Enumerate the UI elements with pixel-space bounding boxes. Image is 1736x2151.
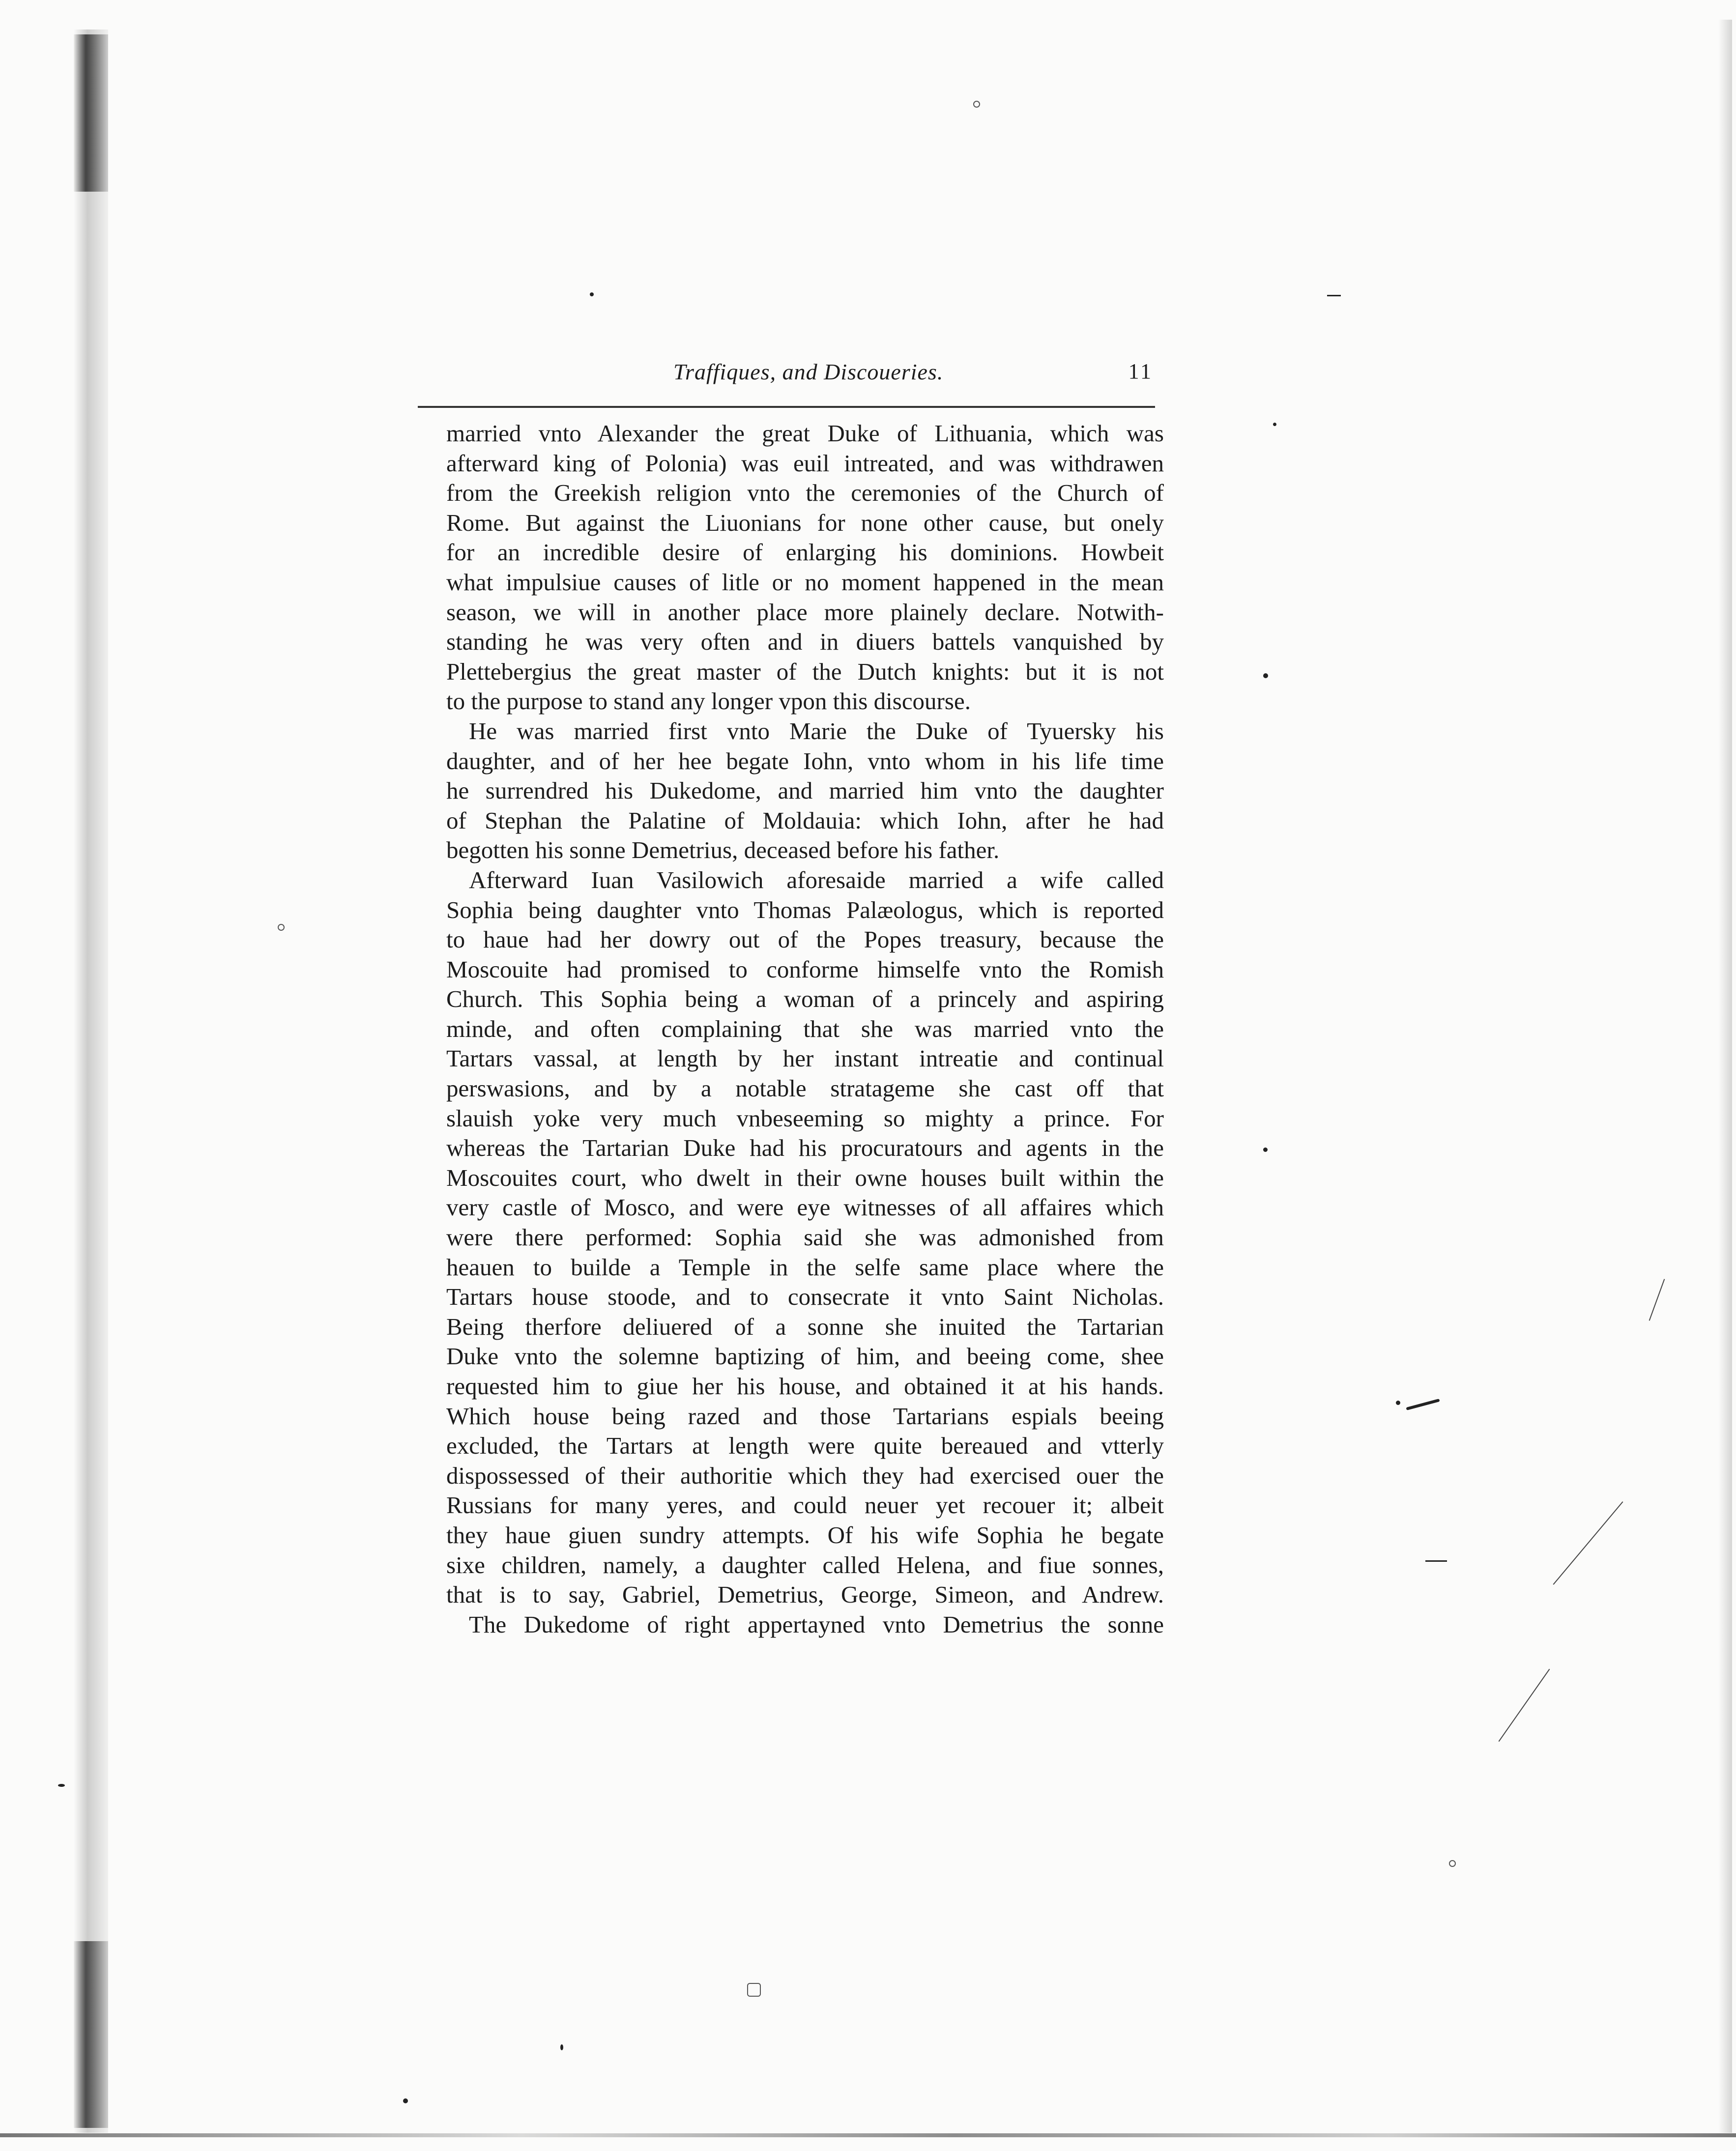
text-line: Moscouite had promised to conforme himselfe vnto the Romish <box>446 955 1164 983</box>
speck <box>1327 295 1341 296</box>
paragraph-3 <box>446 865 1164 1610</box>
text-line: Tartars vassal, at length by her instant intreatie and continual <box>446 1045 1164 1072</box>
speck <box>1499 1669 1550 1742</box>
text-line: that is to say, Gabriel, Demetrius, George, Simeon, and Andrew. <box>446 1581 1164 1608</box>
speck <box>1649 1279 1665 1320</box>
text-line: were there performed: Sophia said she was admonished from <box>446 1224 1164 1251</box>
text-line: they haue giuen sundry attempts. Of his wife Sophia he begate <box>446 1521 1164 1549</box>
text-line: minde, and often complaining that she was married vnto the <box>446 1015 1164 1042</box>
speck <box>1273 423 1276 426</box>
paragraph-2 <box>446 717 1164 865</box>
text-line: Duke vnto the solemne baptizing of him, and beeing come, shee <box>446 1343 1164 1370</box>
speck <box>1263 673 1268 678</box>
speck <box>747 1983 761 1997</box>
speck <box>403 2098 408 2103</box>
text-line: for an incredible desire of enlarging his dominions. Howbeit <box>446 539 1164 566</box>
text-line: The Dukedome of right appertayned vnto Demetrius the sonne <box>469 1610 1164 1638</box>
text-line: slauish yoke very much vnbeseeming so mighty a prince. For <box>446 1104 1164 1132</box>
text-line: what impulsiue causes of litle or no moment happened in the mean <box>446 568 1164 596</box>
text-line: He was married first vnto Marie the Duke of Tyuersky his <box>469 717 1164 745</box>
text-line: from the Greekish religion vnto the ceremonies of the Church of <box>446 479 1164 507</box>
speck <box>1425 1560 1447 1562</box>
speck <box>1396 1401 1400 1405</box>
text-line: Plettebergius the great master of the Dutch knights: but it is not <box>446 658 1164 685</box>
text-line: to haue had her dowry out of the Popes treasury, because the <box>446 926 1164 953</box>
speck <box>278 924 285 931</box>
text-line: season, we will in another place more plainely declare. Notwith- <box>446 598 1164 626</box>
speck <box>590 292 594 296</box>
right-page-edge <box>1718 20 1732 2133</box>
header-rule <box>418 406 1155 408</box>
running-head: Traffiques, and Discoueries. <box>673 359 944 384</box>
text-line: Rome. But against the Liuonians for none other cause, but onely <box>446 509 1164 536</box>
text-line: begotten his sonne Demetrius, deceased before his father. <box>446 836 1000 864</box>
bottom-page-edge <box>0 2133 1736 2137</box>
text-line: Russians for many yeres, and could neuer yet recouer it; albeit <box>446 1491 1164 1519</box>
binding-shadow <box>74 29 108 2133</box>
text-line: to the purpose to stand any longer vpon this discourse. <box>446 688 971 715</box>
text-line: Sophia being daughter vnto Thomas Palæologus, which is reported <box>446 896 1164 923</box>
speck <box>1553 1501 1623 1585</box>
text-line: Moscouites court, who dwelt in their owne houses built within the <box>446 1164 1164 1191</box>
text-line: married vnto Alexander the great Duke of Lithuania, which was <box>446 420 1164 447</box>
text-line: daughter, and of her hee begate Iohn, vnto whom in his life time <box>446 747 1164 774</box>
speck <box>1263 1147 1268 1152</box>
text-line: Tartars house stoode, and to consecrate it vnto Saint Nicholas. <box>446 1283 1164 1311</box>
text-line: Afterward Iuan Vasilowich aforesaide married a wife called <box>469 866 1164 893</box>
speck <box>1406 1399 1440 1410</box>
speck <box>58 1784 65 1787</box>
text-line: standing he was very often and in diuers battels vanquished by <box>446 628 1164 656</box>
speck <box>560 2044 563 2050</box>
text-line: afterward king of Polonia) was euil intreated, and was withdrawen <box>446 449 1164 477</box>
text-line: sixe children, namely, a daughter called Helena, and fiue sonnes, <box>446 1551 1164 1578</box>
body-text <box>446 419 1164 1639</box>
text-line: heauen to builde a Temple in the selfe same place where the <box>446 1253 1164 1281</box>
binding-shadow-bottom <box>74 1941 108 2128</box>
text-line: perswasions, and by a notable stratageme she cast off that <box>446 1075 1164 1102</box>
binding-shadow-top <box>74 34 108 192</box>
paragraph-1 <box>446 419 1164 717</box>
text-line: excluded, the Tartars at length were quite bereaued and vtterly <box>446 1432 1164 1460</box>
text-line: dispossessed of their authoritie which they had exercised ouer the <box>446 1462 1164 1489</box>
text-line: very castle of Mosco, and were eye witnesses of all affaires which <box>446 1194 1164 1221</box>
text-line: he surrendred his Dukedome, and married him vnto the daughter <box>446 777 1164 804</box>
speck <box>1449 1860 1456 1867</box>
text-line: of Stephan the Palatine of Moldauia: which Iohn, after he had <box>446 806 1164 834</box>
text-line: requested him to giue her his house, and obtained it at his hands. <box>446 1373 1164 1400</box>
paragraph-4 <box>446 1610 1164 1640</box>
text-line: Church. This Sophia being a woman of a princely and aspiring <box>446 985 1164 1013</box>
text-line: whereas the Tartarian Duke had his procuratours and agents in the <box>446 1134 1164 1162</box>
page-header <box>447 359 1160 403</box>
speck <box>973 101 980 108</box>
text-line: Being therfore deliuered of a sonne she inuited the Tartarian <box>446 1313 1164 1340</box>
page-number: 11 <box>1128 359 1153 383</box>
text-line: Which house being razed and those Tartarians espials beeing <box>446 1402 1164 1430</box>
